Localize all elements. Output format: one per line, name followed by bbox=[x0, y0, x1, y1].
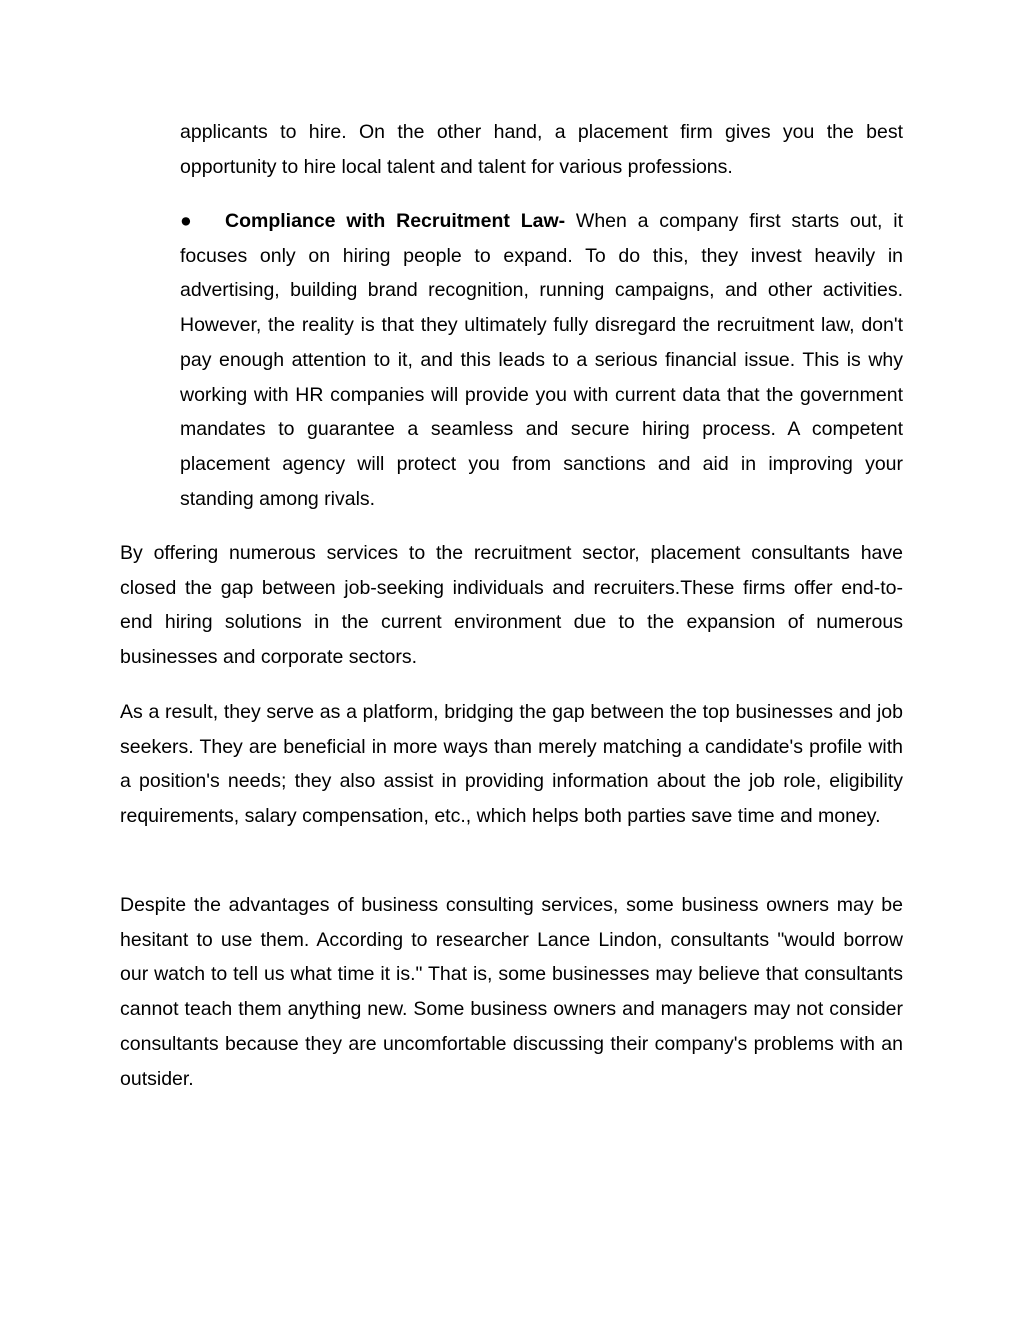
body-paragraph: As a result, they serve as a platform, bridging the gap between the top businesses and job seekers. They are beneficial in more ways than merely matching a candidate's profile with a position's needs; they also assist in providing information about the job role, eligibility requirements, salary compensation, etc., which helps both parties save time and money. bbox=[120, 701, 903, 828]
bullet-heading: Compliance with Recruitment Law- bbox=[225, 210, 566, 232]
bullet-text: When a company first starts out, it focuses only on hiring people to expand. To do this, they invest heavily in advertising, building brand recognition, running campaigns, and other activities. However, the reality is that they ultimately fully disregard the recruitment law, don't pay enough attention to it, and this leads to a serious financial issue. This is why working with HR companies will provide you with current data that the government mandates to guarantee a seamless and secure hiring process. A competent placement agency will protect you from sanctions and aid in improving your standing among rivals. bbox=[180, 210, 903, 510]
continuation-paragraph: applicants to hire. On the other hand, a placement firm gives you the best opportunity to hire local talent and talent for various professions. bbox=[180, 121, 903, 178]
bullet-marker: ● bbox=[180, 210, 192, 232]
body-paragraph: Despite the advantages of business consulting services, some business owners may be hesitant to use them. According to researcher Lance Lindon, consultants "would borrow our watch to tell us what time it is." That is, some businesses may believe that consultants cannot teach them anything new. Some business owners and managers may not consider consultants because they are uncomfortable discussing their company's problems with an outsider. bbox=[120, 894, 903, 1090]
bullet-item-compliance bbox=[180, 204, 903, 516]
body-paragraph: By offering numerous services to the recruitment sector, placement consultants have closed the gap between job-seeking individuals and recruiters.These firms offer end-to-end hiring solutions in the current environment due to the expansion of numerous businesses and corporate sectors. bbox=[120, 542, 903, 669]
